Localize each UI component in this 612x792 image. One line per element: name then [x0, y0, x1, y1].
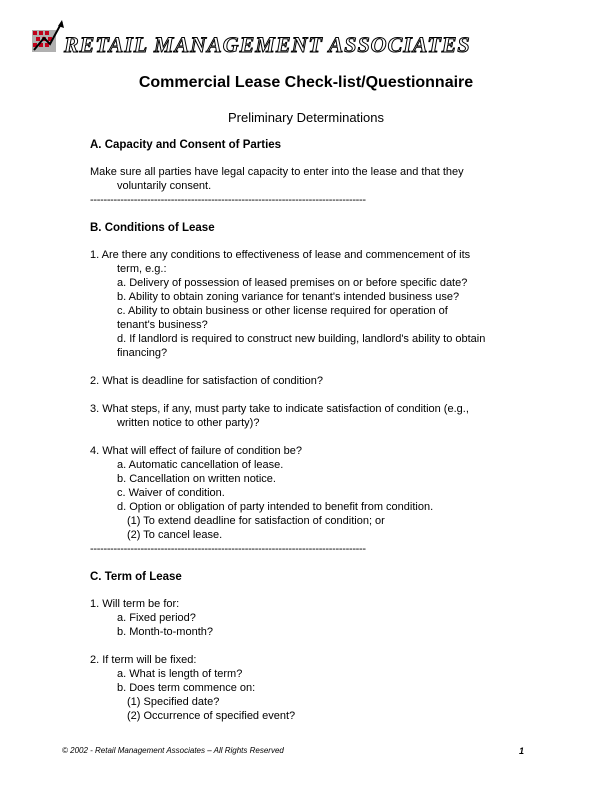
document-title: Commercial Lease Check-list/Questionnaire — [138, 74, 474, 91]
logo-wordmark: RETAIL MANAGEMENT ASSOCIATES — [64, 32, 471, 57]
list-item: a. Fixed period? — [117, 612, 196, 624]
divider: ---------------------------------------------------------------------------------- — [90, 194, 366, 206]
page-number: 1 — [518, 746, 524, 756]
list-item: a. What is length of term? — [117, 668, 243, 680]
list-item: b. Does term commence on: — [117, 682, 256, 694]
section-heading: A. Capacity and Consent of Parties — [90, 139, 282, 151]
question-line: term, e.g.: — [117, 263, 167, 275]
list-item: c. Waiver of condition. — [117, 487, 225, 499]
list-item: d. Option or obligation of party intended to benefit from condition. — [117, 501, 434, 513]
list-item: a. Automatic cancellation of lease. — [117, 459, 284, 471]
document-subtitle: Preliminary Determinations — [227, 110, 385, 125]
question-line: 2. If term will be fixed: — [90, 654, 197, 666]
list-item: tenant's business? — [117, 319, 208, 331]
paragraph-line: Make sure all parties have legal capacity to enter into the lease and that they — [90, 166, 464, 178]
list-item: b. Month-to-month? — [117, 626, 213, 638]
list-subitem: (2) To cancel lease. — [127, 529, 223, 541]
list-subitem: (1) To extend deadline for satisfaction of condition; or — [127, 515, 385, 527]
company-logo — [30, 18, 570, 60]
paragraph-line: voluntarily consent. — [117, 180, 212, 192]
list-item: b. Cancellation on written notice. — [117, 473, 276, 485]
footer-copyright: © 2002 - Retail Management Associates – All Rights Reserved — [62, 746, 284, 755]
list-item: financing? — [117, 347, 168, 359]
list-item: c. Ability to obtain business or other license required for operation of — [117, 305, 448, 317]
logo-mark-icon — [30, 18, 66, 54]
section-heading: B. Conditions of Lease — [90, 222, 215, 234]
list-subitem: (1) Specified date? — [127, 696, 220, 708]
list-item: a. Delivery of possession of leased premises on or before specific date? — [117, 277, 468, 289]
question-line: 1. Are there any conditions to effectiveness of lease and commencement of its — [90, 249, 471, 261]
section-heading: C. Term of Lease — [90, 571, 182, 583]
question-line: written notice to other party)? — [117, 417, 260, 429]
list-item: b. Ability to obtain zoning variance for tenant's intended business use? — [117, 291, 460, 303]
list-item: d. If landlord is required to construct new building, landlord's ability to obtain — [117, 333, 486, 345]
question-line: 2. What is deadline for satisfaction of condition? — [90, 375, 323, 387]
list-subitem: (2) Occurrence of specified event? — [127, 710, 296, 722]
question-line: 3. What steps, if any, must party take to indicate satisfaction of condition (e.g., — [90, 403, 469, 415]
question-line: 1. Will term be for: — [90, 598, 180, 610]
divider: ---------------------------------------------------------------------------------- — [90, 543, 366, 555]
question-line: 4. What will effect of failure of condition be? — [90, 445, 302, 457]
document-body — [90, 138, 530, 723]
page-footer — [62, 746, 524, 755]
